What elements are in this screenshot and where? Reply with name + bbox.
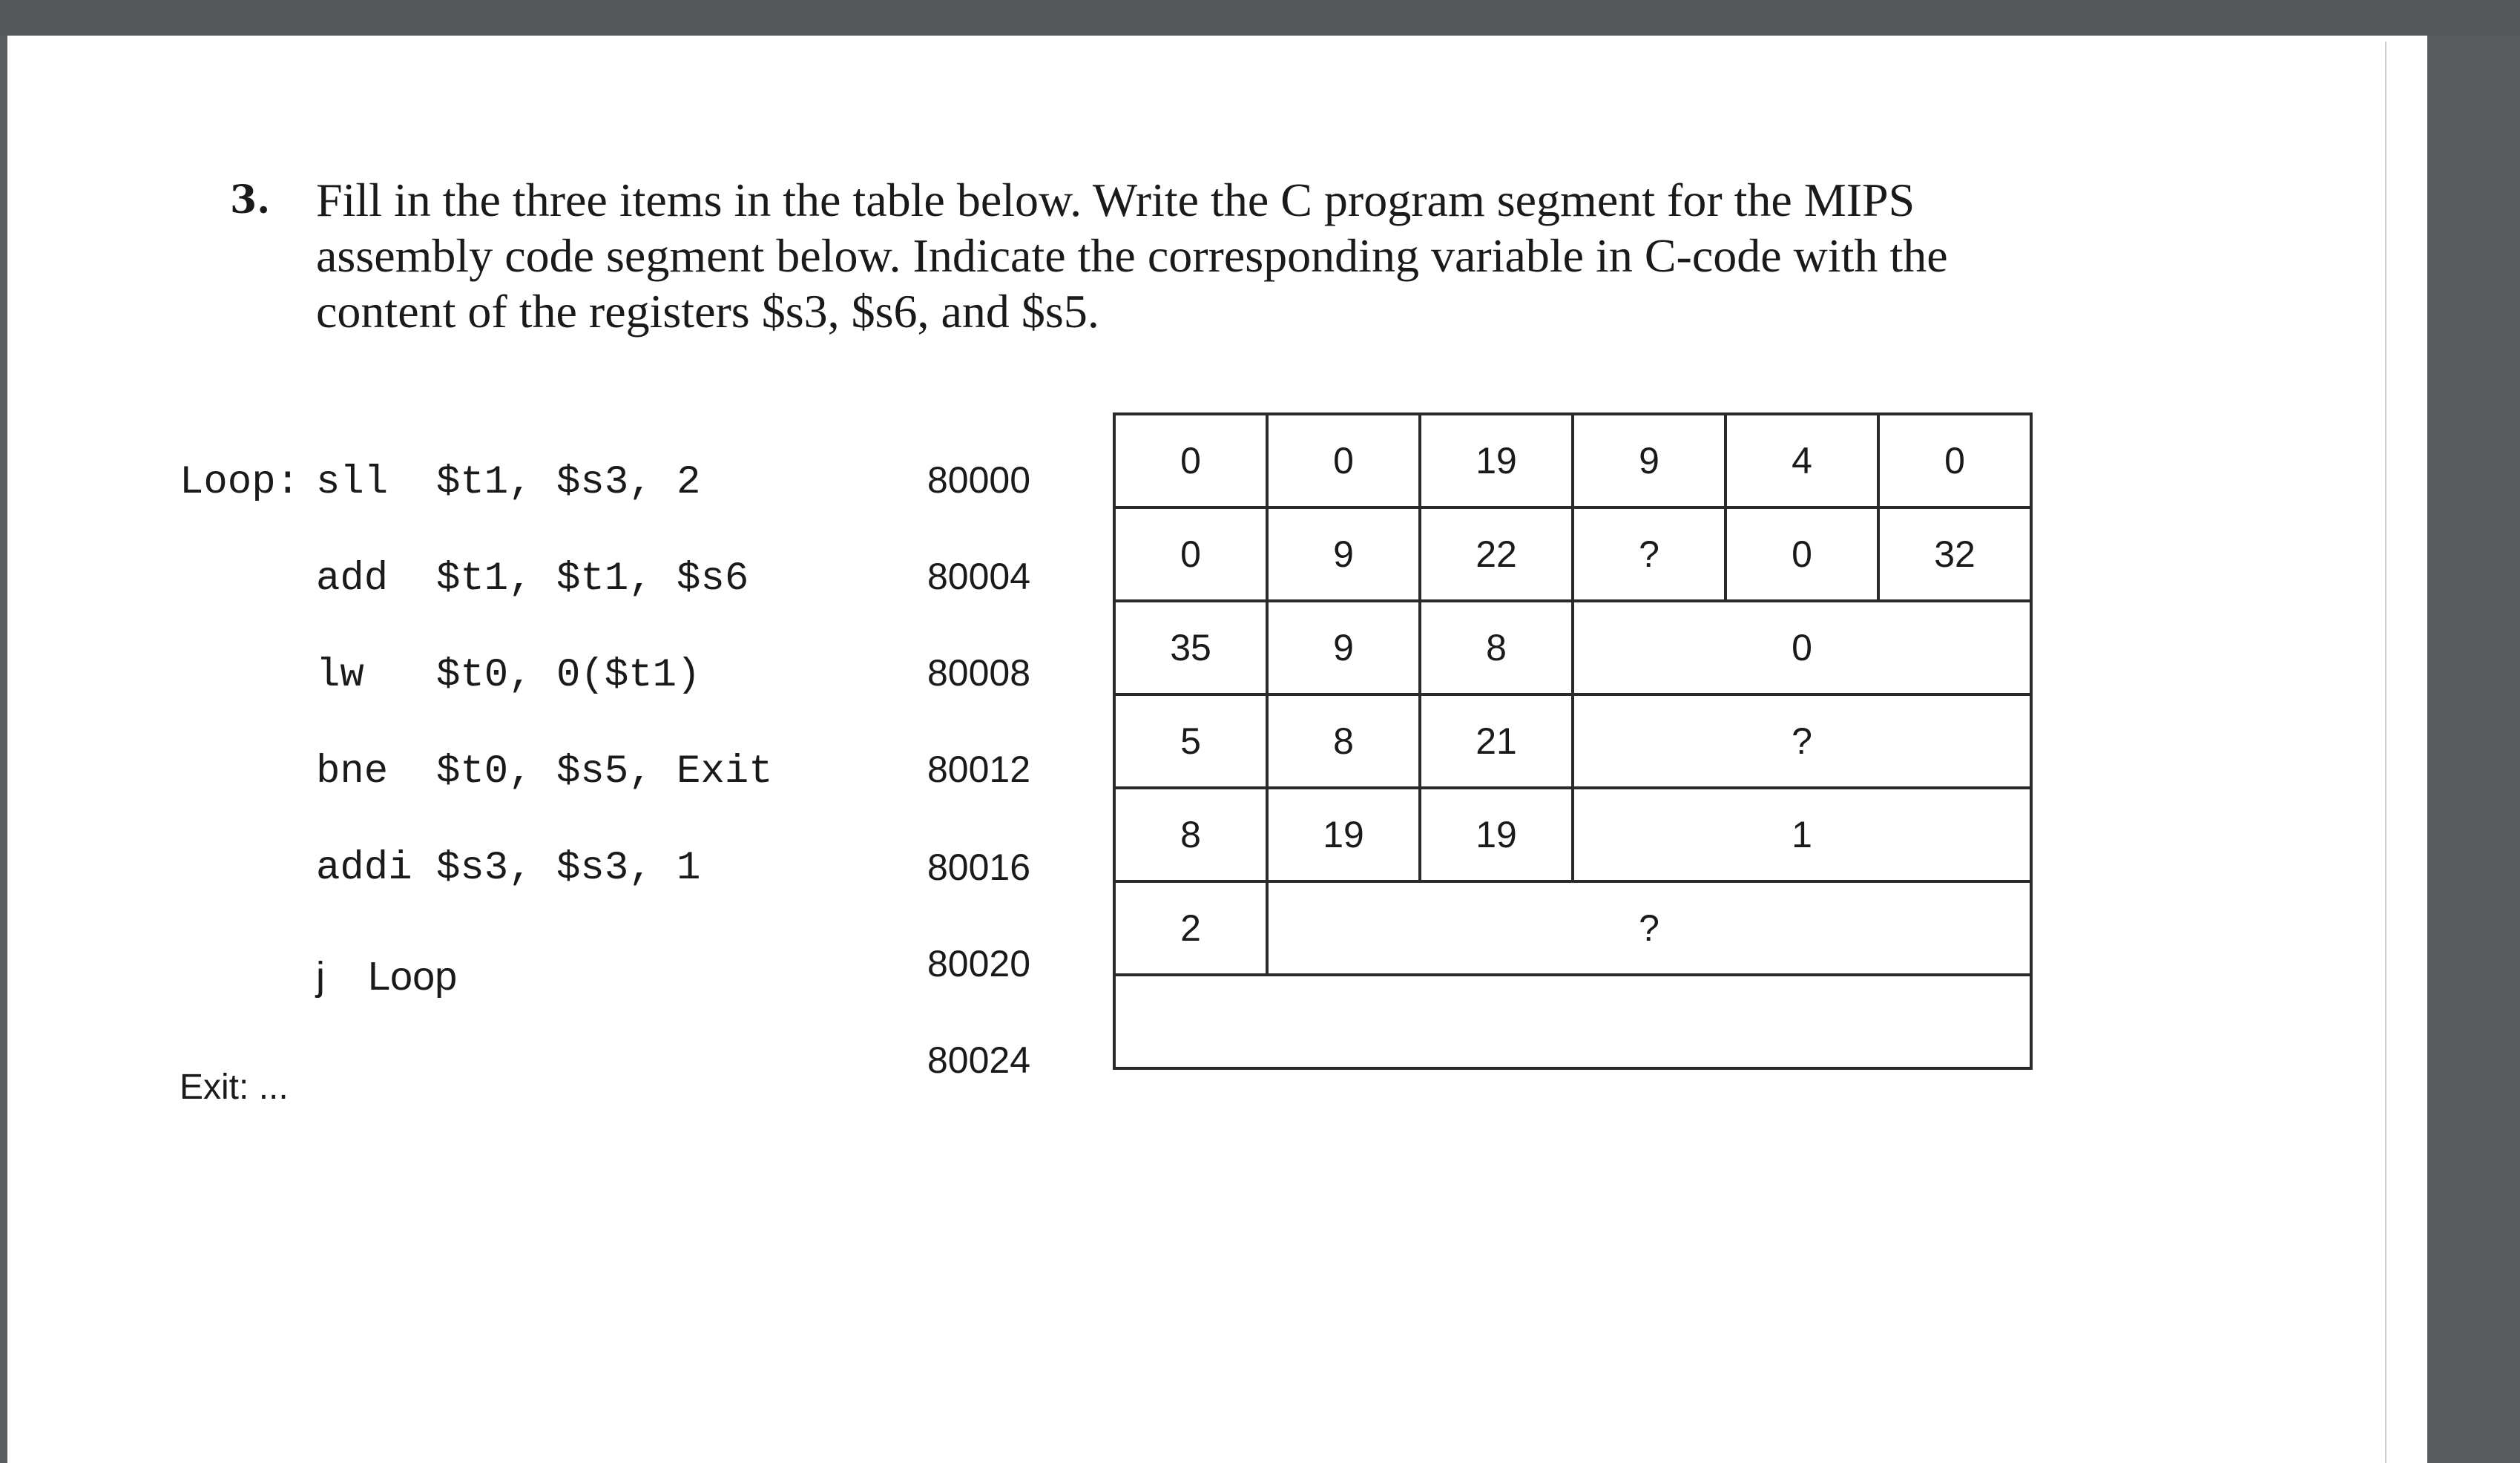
code-addr-5: 80016 (927, 846, 1031, 888)
table-cell: 35 (1114, 601, 1267, 694)
table-cell: ? (1573, 694, 2031, 788)
table-row (1114, 975, 2031, 1068)
code-op-4: bne (316, 749, 389, 795)
code-label-exit: Exit: ... (180, 1068, 289, 1107)
code-args-1: $t1, $s3, 2 (436, 460, 701, 505)
table-row (1114, 414, 2031, 507)
table-cell: 5 (1114, 694, 1267, 788)
code-op-2: add (316, 556, 389, 602)
table-row (1114, 881, 2031, 975)
question-line-2: assembly code segment below. Indicate the corresponding variable in C-code with the (316, 229, 1948, 282)
table-cell: 4 (1725, 414, 1878, 507)
code-args-3: $t0, 0($t1) (436, 653, 701, 698)
question-line-3: content of the registers $s3, $s6, and $s5. (316, 285, 1099, 338)
code-addr-1: 80000 (927, 459, 1031, 501)
page-edge-line (2385, 42, 2386, 1463)
table-cell: 8 (1267, 694, 1420, 788)
table-cell: 9 (1267, 507, 1420, 601)
code-op-3: lw (316, 653, 364, 698)
instruction-format-table (1113, 412, 2033, 1070)
code-addr-4: 80012 (927, 749, 1031, 790)
table-row (1114, 788, 2031, 881)
table-cell-empty (1114, 975, 2031, 1068)
question-number: 3. (230, 177, 271, 223)
table-row (1114, 694, 2031, 788)
table-cell: 0 (1267, 414, 1420, 507)
code-op-1: sll (316, 460, 389, 505)
code-args-6: Loop (368, 954, 458, 999)
page-shadow (2427, 36, 2520, 1463)
question-line-1: Fill in the three items in the table below. Write the C program segment for the MIPS (316, 174, 1915, 226)
table-cell: 19 (1420, 788, 1573, 881)
code-addr-6: 80020 (927, 943, 1031, 984)
table-cell: 2 (1114, 881, 1267, 975)
table-cell: 21 (1420, 694, 1573, 788)
table-row (1114, 601, 2031, 694)
code-op-6: j (316, 954, 325, 999)
table-cell: 9 (1573, 414, 1725, 507)
table-cell: 22 (1420, 507, 1573, 601)
code-addr-3: 80008 (927, 652, 1031, 694)
table-cell: 19 (1420, 414, 1573, 507)
table-cell: 8 (1114, 788, 1267, 881)
table-cell: 0 (1573, 601, 2031, 694)
window-top-bar (0, 0, 2520, 36)
table-row (1114, 507, 2031, 601)
table-cell: 8 (1420, 601, 1573, 694)
table-cell: 19 (1267, 788, 1420, 881)
table-cell: 0 (1114, 414, 1267, 507)
table-cell: ? (1267, 881, 2031, 975)
table-cell: 0 (1114, 507, 1267, 601)
code-addr-7: 80024 (927, 1039, 1031, 1081)
table-cell: 32 (1878, 507, 2031, 601)
table-cell: 0 (1725, 507, 1878, 601)
code-args-5: $s3, $s3, 1 (436, 846, 701, 891)
code-args-2: $t1, $t1, $s6 (436, 556, 749, 602)
code-args-4: $t0, $s5, Exit (436, 749, 773, 795)
code-label-loop: Loop: (180, 460, 300, 505)
table-cell: 0 (1878, 414, 2031, 507)
table-cell: 9 (1267, 601, 1420, 694)
table-cell: ? (1573, 507, 1725, 601)
table-cell: 1 (1573, 788, 2031, 881)
code-addr-2: 80004 (927, 556, 1031, 597)
code-op-5: addi (316, 846, 412, 891)
